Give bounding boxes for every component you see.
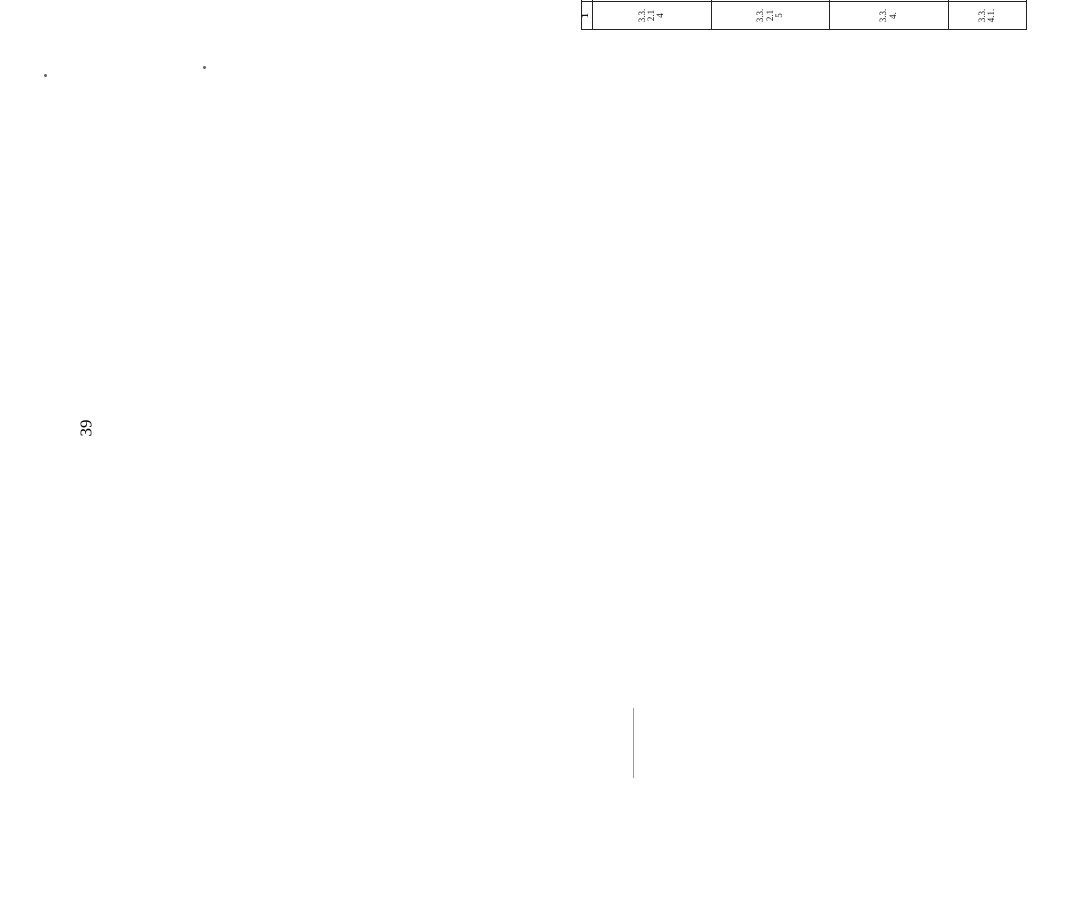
row-name-cell [711,0,830,2]
scan-speck [203,66,206,69]
table-row [948,0,972,30]
row-code-cell: 3.3. 4. [830,2,949,30]
row-name-cell [593,0,712,2]
header-cell [582,0,593,2]
row-name-cell [948,0,1026,2]
row-code-cell: 3.3. 2.1 4 [593,2,712,30]
scan-edge-mark [633,708,634,778]
rotated-table-container [581,0,1081,30]
row-code-cell: 3.3. 4.1. [948,2,1026,30]
page-number: 39 [76,419,96,437]
header-cell: 1 [582,2,593,30]
table-body [582,0,1027,30]
table-row [711,0,735,30]
budget-table [581,0,1027,30]
row-code-cell: 3.3. 2.1 5 [711,2,830,30]
table-row [830,0,854,30]
header-row [582,0,593,30]
row-name-cell [830,0,949,2]
scan-speck [44,74,47,77]
table-row [593,0,617,30]
